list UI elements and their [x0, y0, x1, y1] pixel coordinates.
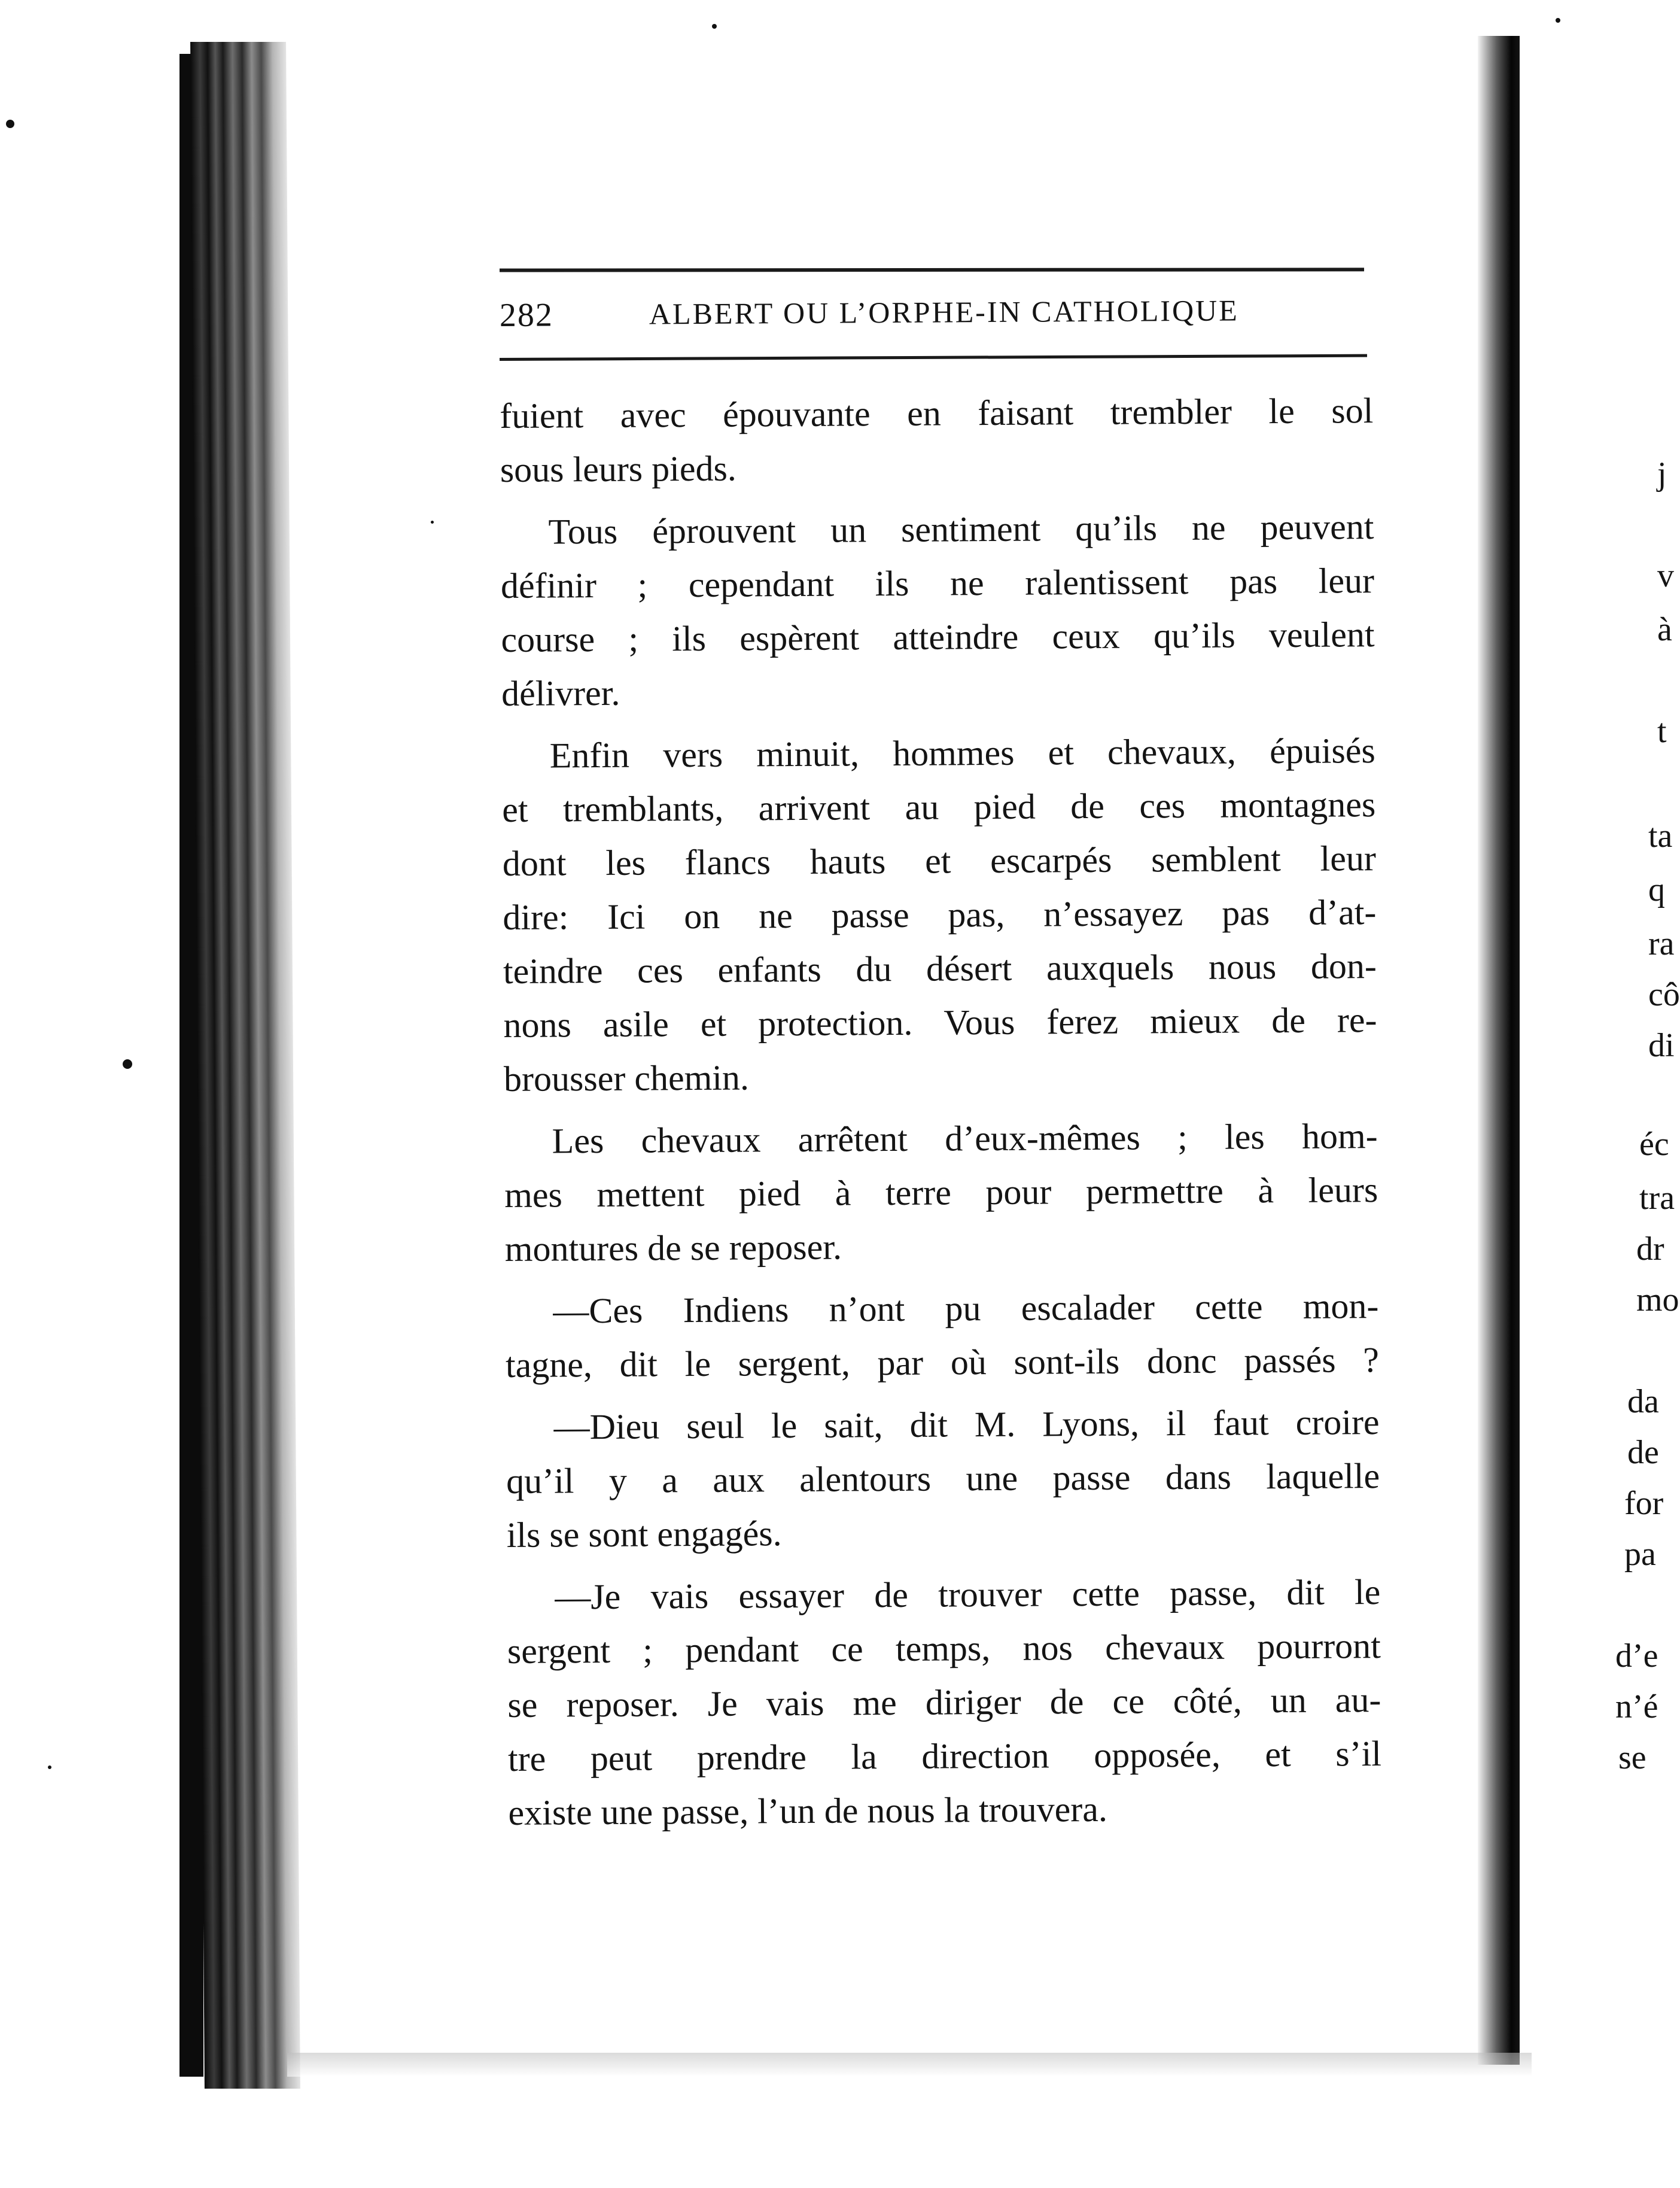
dust-speck: [123, 1059, 132, 1069]
paragraph: [506, 1395, 1380, 1562]
text-line: ils se sont engagés.: [506, 1514, 782, 1555]
text-line: qu’il y a aux alentours une passe dans laquelle: [506, 1456, 1380, 1501]
dust-speck: [431, 521, 434, 524]
text-line: délivrer.: [501, 673, 620, 713]
page-number: 282: [499, 296, 554, 334]
facing-page-fragment: n’é: [1615, 1688, 1658, 1725]
text-line: sous leurs pieds.: [500, 448, 737, 490]
text-line: teindre ces enfants du désert auxquels nous don-: [503, 946, 1377, 991]
facing-page-fragment: de: [1627, 1434, 1659, 1471]
facing-page-fragment: à: [1657, 611, 1672, 648]
text-line: tagne, dit le sergent, par où sont-ils donc passés ?: [505, 1340, 1380, 1385]
text-line: tre peut prendre la direction opposée, et s’il: [507, 1734, 1382, 1779]
text-line: Tous éprouvent un sentiment qu’ils ne peuvent: [548, 507, 1374, 552]
text-line: Enfin vers minuit, hommes et chevaux, épuisés: [549, 731, 1375, 776]
facing-page-fragment: éc: [1639, 1126, 1669, 1163]
facing-page-fragment: d’e: [1615, 1637, 1658, 1675]
facing-page-fragment: pa: [1624, 1536, 1656, 1573]
paragraph: [504, 1109, 1378, 1276]
facing-page-fragment: v: [1657, 557, 1674, 594]
dust-speck: [6, 120, 14, 128]
facing-page-fragment: se: [1618, 1739, 1646, 1776]
text-line: sergent ; pendant ce temps, nos chevaux pourront: [507, 1626, 1381, 1671]
facing-page-fragment: dr: [1636, 1230, 1664, 1268]
header-top-rule: [500, 268, 1364, 272]
paragraph: [505, 1279, 1379, 1392]
gutter-shadow: [1478, 36, 1526, 2065]
body-text: [500, 384, 1382, 1840]
paragraph: [501, 724, 1377, 1106]
header-bottom-rule: [500, 354, 1367, 361]
facing-page-fragment: for: [1624, 1485, 1664, 1522]
text-line: fuient avec épouvante en faisant trembler le sol: [500, 391, 1374, 436]
text-line: dire: Ici on ne passe pas, n’essayez pas d’at-: [503, 892, 1377, 937]
bottom-shadow: [287, 2053, 1532, 2077]
facing-page-fragment: j: [1657, 455, 1667, 493]
paragraph: [500, 384, 1374, 497]
text-line: nons asile et protection. Vous ferez mieux de re-: [503, 1000, 1377, 1045]
facing-page-fragment: cô: [1648, 976, 1680, 1013]
paragraph: [500, 500, 1375, 721]
facing-page-fragment: tra: [1639, 1180, 1675, 1217]
book-title: ALBERT OU L’ORPHE‐IN CATHOLIQUE: [649, 293, 1239, 331]
text-line: —Dieu seul le sait, dit M. Lyons, il faut croire: [553, 1402, 1380, 1447]
facing-page-fragment: mo: [1636, 1281, 1679, 1318]
facing-page-fragment: di: [1648, 1027, 1675, 1064]
text-line: et tremblants, arrivent au pied de ces montagnes: [502, 785, 1376, 829]
text-line: —Je vais essayer de trouver cette passe, dit le: [555, 1572, 1381, 1617]
text-line: course ; ils espèrent atteindre ceux qu’ils veulent: [501, 615, 1375, 660]
text-line: montures de se reposer.: [504, 1227, 842, 1269]
dust-speck: [48, 1765, 51, 1769]
paragraph: [507, 1565, 1382, 1840]
facing-page-fragment: t: [1657, 713, 1667, 750]
text-line: définir ; cependant ils ne ralentissent pas leur: [500, 561, 1375, 606]
dust-speck: [712, 24, 717, 29]
text-line: existe une passe, l’un de nous la trouvera.: [508, 1789, 1108, 1833]
text-line: se reposer. Je vais me diriger de ce côté, un au-: [507, 1680, 1381, 1725]
text-line: brousser chemin.: [503, 1057, 750, 1099]
facing-page-fragment: q: [1648, 871, 1665, 908]
running-head: [500, 291, 1277, 344]
dust-speck: [1556, 18, 1560, 23]
page-block-edge: [190, 42, 300, 2089]
facing-page-fragment: ra: [1648, 925, 1675, 962]
facing-page-fragment: da: [1627, 1383, 1659, 1420]
text-line: mes mettent pied à terre pour permettre à leurs: [504, 1170, 1378, 1215]
facing-page-fragment: ta: [1648, 818, 1673, 855]
text-line: —Ces Indiens n’ont pu escalader cette mon-: [553, 1286, 1379, 1331]
text-line: dont les flancs hauts et escarpés semblent leur: [502, 838, 1377, 883]
text-line: Les chevaux arrêtent d’eux-mêmes ; les hom-: [552, 1116, 1378, 1161]
